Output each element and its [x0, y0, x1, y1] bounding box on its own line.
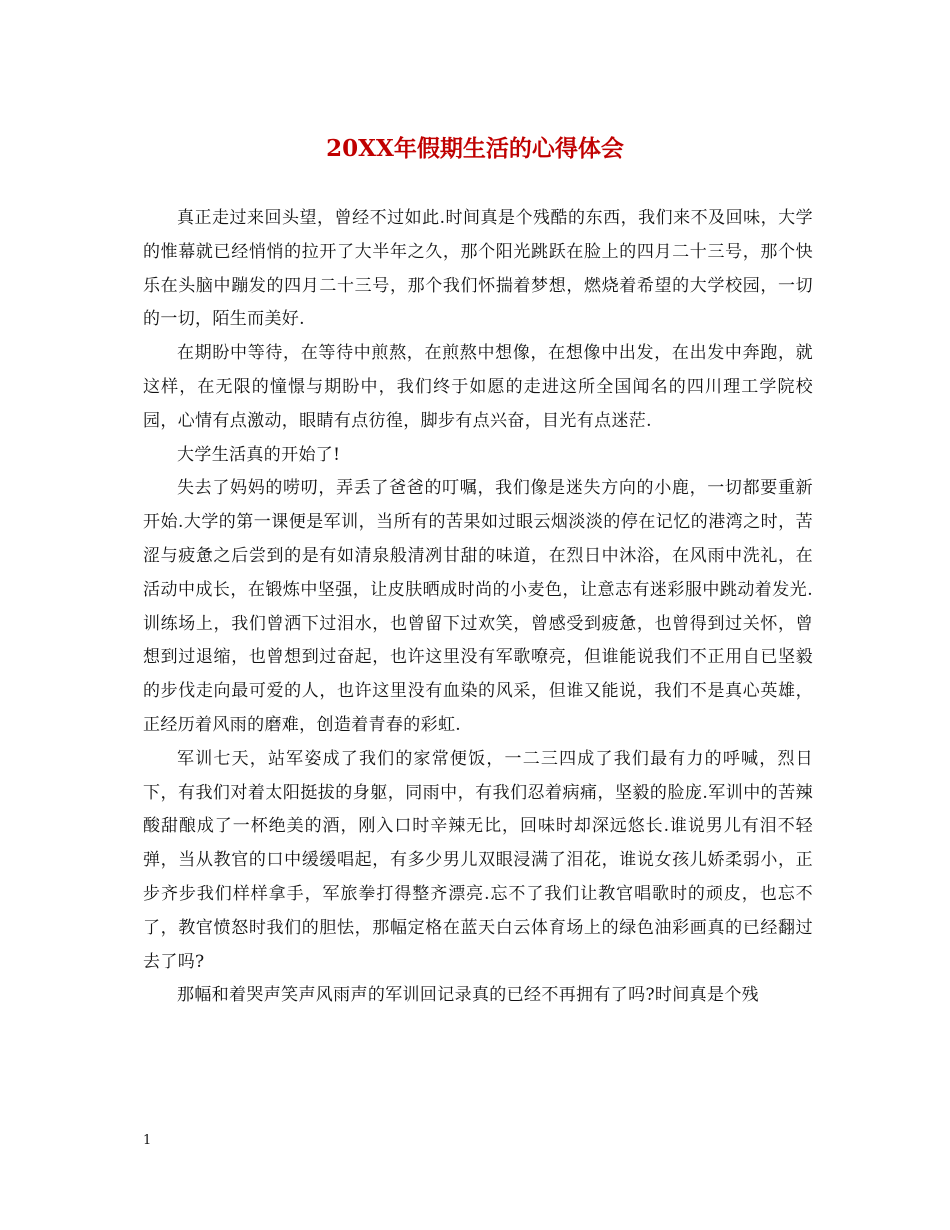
page-number: 1: [143, 1133, 152, 1148]
paragraph: 那幅和着哭声笑声风雨声的军训回记录真的已经不再拥有了吗?时间真是个残: [177, 985, 760, 1006]
paragraph: 大学生活真的开始了!: [177, 444, 341, 465]
paragraph: 在期盼中等待，在等待中煎熬，在煎熬中想像，在想像中出发，在出发中奔跑，就这样，在无限的憧憬与期盼中，我们终于如愿的走进这所全国闻名的四川理工学院校园，心情有点激动，眼睛有点彷徨，脚步有点兴奋，目光有点迷茫.: [143, 343, 813, 431]
document-body: [143, 202, 813, 1013]
paragraph: 失去了妈妈的唠叨，弄丢了爸爸的叮嘱，我们像是迷失方向的小鹿，一切都要重新开始.大学的第一课便是军训，当所有的苦果如过眼云烟淡淡的停在记忆的港湾之时，苦涩与疲惫之后尝到的是有如清泉般清冽甘甜的味道，在烈日中沐浴，在风雨中洗礼，在活动中成长，在锻炼中坚强，让皮肤晒成时尚的小麦色，让意志有迷彩服中跳动着发光.训练场上，我们曾洒下过泪水，也曾留下过欢笑，曾感受到疲惫，也曾得到过关怀，曾想到过退缩，也曾想到过奋起，也许这里没有军歌嘹亮，但谁能说我们不正用自已坚毅的步伐走向最可爱的人，也许这里没有血染的风采，但谁又能说，我们不是真心英雄，正经历着风雨的磨难，创造着青春的彩虹.: [143, 478, 813, 735]
document-title: 20XX年假期生活的心得体会: [326, 135, 624, 162]
paragraph: 军训七天，站军姿成了我们的家常便饭，一二三四成了我们最有力的呼喊，烈日下，有我们对着太阳挺拔的身躯，同雨中，有我们忍着病痛，坚毅的脸庞.军训中的苦辣酸甜酿成了一杯绝美的酒，刚入口时辛辣无比，回味时却深远悠长.谁说男儿有泪不轻弹，当从教官的口中缓缓唱起，有多少男儿双眼浸满了泪花，谁说女孩儿娇柔弱小，正步齐步我们样样拿手，军旅拳打得整齐漂亮.忘不了我们让教官唱歌时的顽皮，也忘不了，教官愤怒时我们的胆怯，那幅定格在蓝天白云体育场上的绿色油彩画真的已经翻过去了吗?: [143, 748, 813, 972]
paragraph: 真正走过来回头望，曾经不过如此.时间真是个残酷的东西，我们来不及回味，大学的惟幕就已经悄悄的拉开了大半年之久，那个阳光跳跃在脸上的四月二十三号，那个快乐在头脑中蹦发的四月二十三号，那个我们怀揣着梦想，燃烧着希望的大学校园，一切的一切，陌生而美好.: [143, 208, 813, 330]
